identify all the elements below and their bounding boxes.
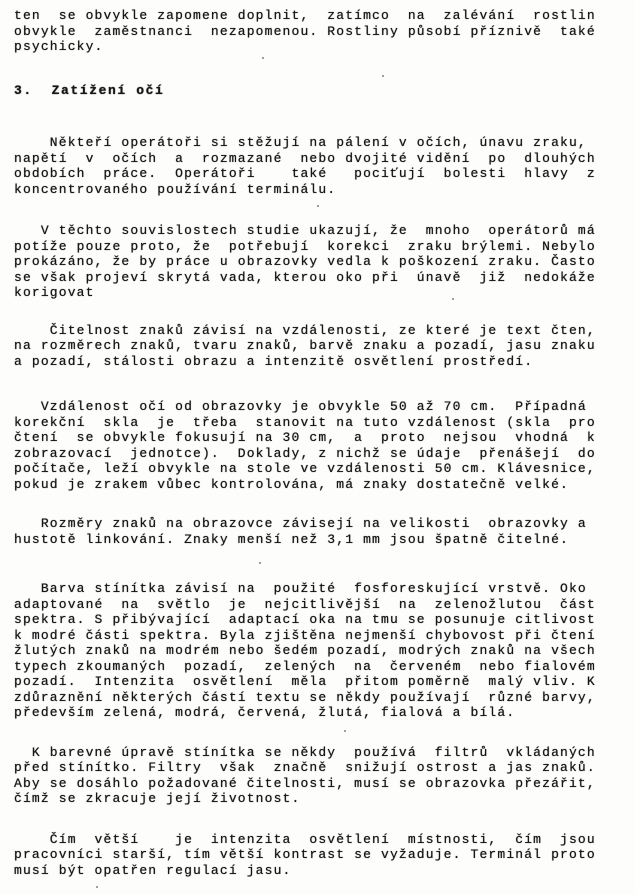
scan-speck — [344, 730, 346, 732]
text-line: Někteří operátoři si stěžují na pálení v očích, únavu zraku, — [14, 135, 587, 150]
scan-speck — [96, 886, 98, 888]
paragraph — [14, 745, 625, 807]
document-body — [14, 8, 625, 878]
text-line: hustotě linkování. Znaky menší než 3,1 mm jsou špatně čitelné. — [14, 531, 569, 547]
text-line: prokázáno, že by práce u obrazovky vedla k poškození zraku. Často — [14, 254, 596, 269]
text-line: K barevné úpravě stínítka se někdy používá filtrů vkládaných — [14, 744, 596, 760]
paragraph — [14, 399, 625, 492]
text-line: spektra. S přibývající adaptací oka na tmu se posunuje citlivost — [14, 612, 596, 627]
section-heading — [14, 83, 625, 99]
text-line: V těchto souvislostech studie ukazují, že mnoho operátorů má — [14, 223, 596, 238]
text-line: a pozadí, stálosti obrazu a intenzitě osvětlení prostředí. — [14, 353, 534, 369]
text-line: korekční skla je třeba stanovit na tuto vzdálenost (skla pro — [14, 414, 596, 430]
text-line: Barva stínítka závisí na použité fosforeskující vrstvě. Oko — [14, 581, 587, 596]
scan-speck — [259, 562, 261, 564]
paragraph — [14, 223, 625, 301]
text-line: obdobích práce. Operátoři také pociťují bolesti hlavy z — [14, 166, 596, 181]
text-line: napětí v očích a rozmazané nebo dvojité vidění po dlouhých — [14, 150, 596, 166]
paragraph — [14, 832, 625, 879]
text-line: typech zkoumaných pozadí, zelených na červeném nebo fialovém — [14, 658, 596, 674]
text-line: Čitelnost znaků závisí na vzdálenosti, ze které je text čten, — [14, 322, 596, 338]
text-line: 3. Zatížení očí — [14, 82, 165, 98]
text-line: Vzdálenost očí od obrazovky je obvykle 50 až 70 cm. Případná — [14, 399, 587, 414]
text-line: před stínítko. Filtry však značně snižují ostrost a jas znaků. — [14, 760, 596, 775]
text-line: čímž se zkracuje její životnost. — [14, 791, 301, 806]
text-line: Aby se dosáhlo požadované čitelnosti, musí se obrazovka přezářit, — [14, 775, 596, 791]
text-line: musí být opatřen regulací jasu. — [14, 862, 292, 878]
scan-speck — [262, 57, 264, 59]
text-line: na rozměrech znaků, tvaru znaků, barvě znaku a pozadí, jasu znaku — [14, 338, 596, 353]
text-line: pozadí. Intenzita osvětlení měla přitom poměrně malý vliv. K — [14, 674, 596, 689]
paragraph — [14, 323, 625, 370]
text-line: zobrazovací jednotce). Doklady, z nichž se údaje přenášejí do — [14, 445, 596, 461]
text-line: pracovníci starší, tím větší kontrast se vyžaduje. Terminál proto — [14, 847, 596, 862]
paragraph — [14, 581, 625, 721]
paragraph — [14, 8, 625, 55]
text-line: počítače, leží obvykle na stole ve vzdálenosti 50 cm. Klávesnice, — [14, 461, 596, 476]
text-line: Rozměry znaků na obrazovce závisejí na velikosti obrazovky a — [14, 516, 587, 531]
text-line: psychicky. — [14, 39, 104, 54]
text-line: především zelená, modrá, červená, žlutá, fialová a bílá. — [14, 705, 516, 720]
text-line: žlutých znaků na modrém nebo šedém pozadí, modrých znaků na všech — [14, 643, 596, 658]
scan-speck — [452, 298, 454, 300]
text-line: korigovat — [14, 285, 95, 300]
scan-speck — [317, 205, 319, 207]
text-line: čtení se obvykle fokusují na 30 cm, a proto nejsou vhodná k — [14, 430, 596, 445]
scan-speck — [382, 75, 384, 77]
text-line: ten se obvykle zapomene doplnit, zatímco na zalévání rostlin — [14, 8, 596, 23]
text-line: adaptované na světlo je nejcitlivější na zelenožlutou část — [14, 596, 596, 612]
paragraph — [14, 135, 625, 197]
text-line: se však projeví skrytá vada, kterou oko při únavě již nedokáže — [14, 269, 596, 285]
paragraph — [14, 516, 625, 547]
text-line: pokud je zrakem vůbec kontrolována, má znaky dostatečně velké. — [14, 476, 569, 492]
text-line: zdůraznění některých částí textu se někdy používají různé barvy, — [14, 689, 596, 705]
text-line: k modré části spektra. Byla zjištěna nejmenší chybovost při čtení — [14, 627, 596, 643]
text-line: Čím větší je intenzita osvětlení místnosti, čím jsou — [14, 831, 596, 847]
text-line: potíže pouze proto, že potřebují korekci zraku brýlemi. Nebylo — [14, 238, 596, 254]
text-line: koncentrovaného používání terminálu. — [14, 181, 337, 197]
text-line: obvykle zaměstnanci nezapomenou. Rostliny působí příznivě také — [14, 23, 596, 39]
